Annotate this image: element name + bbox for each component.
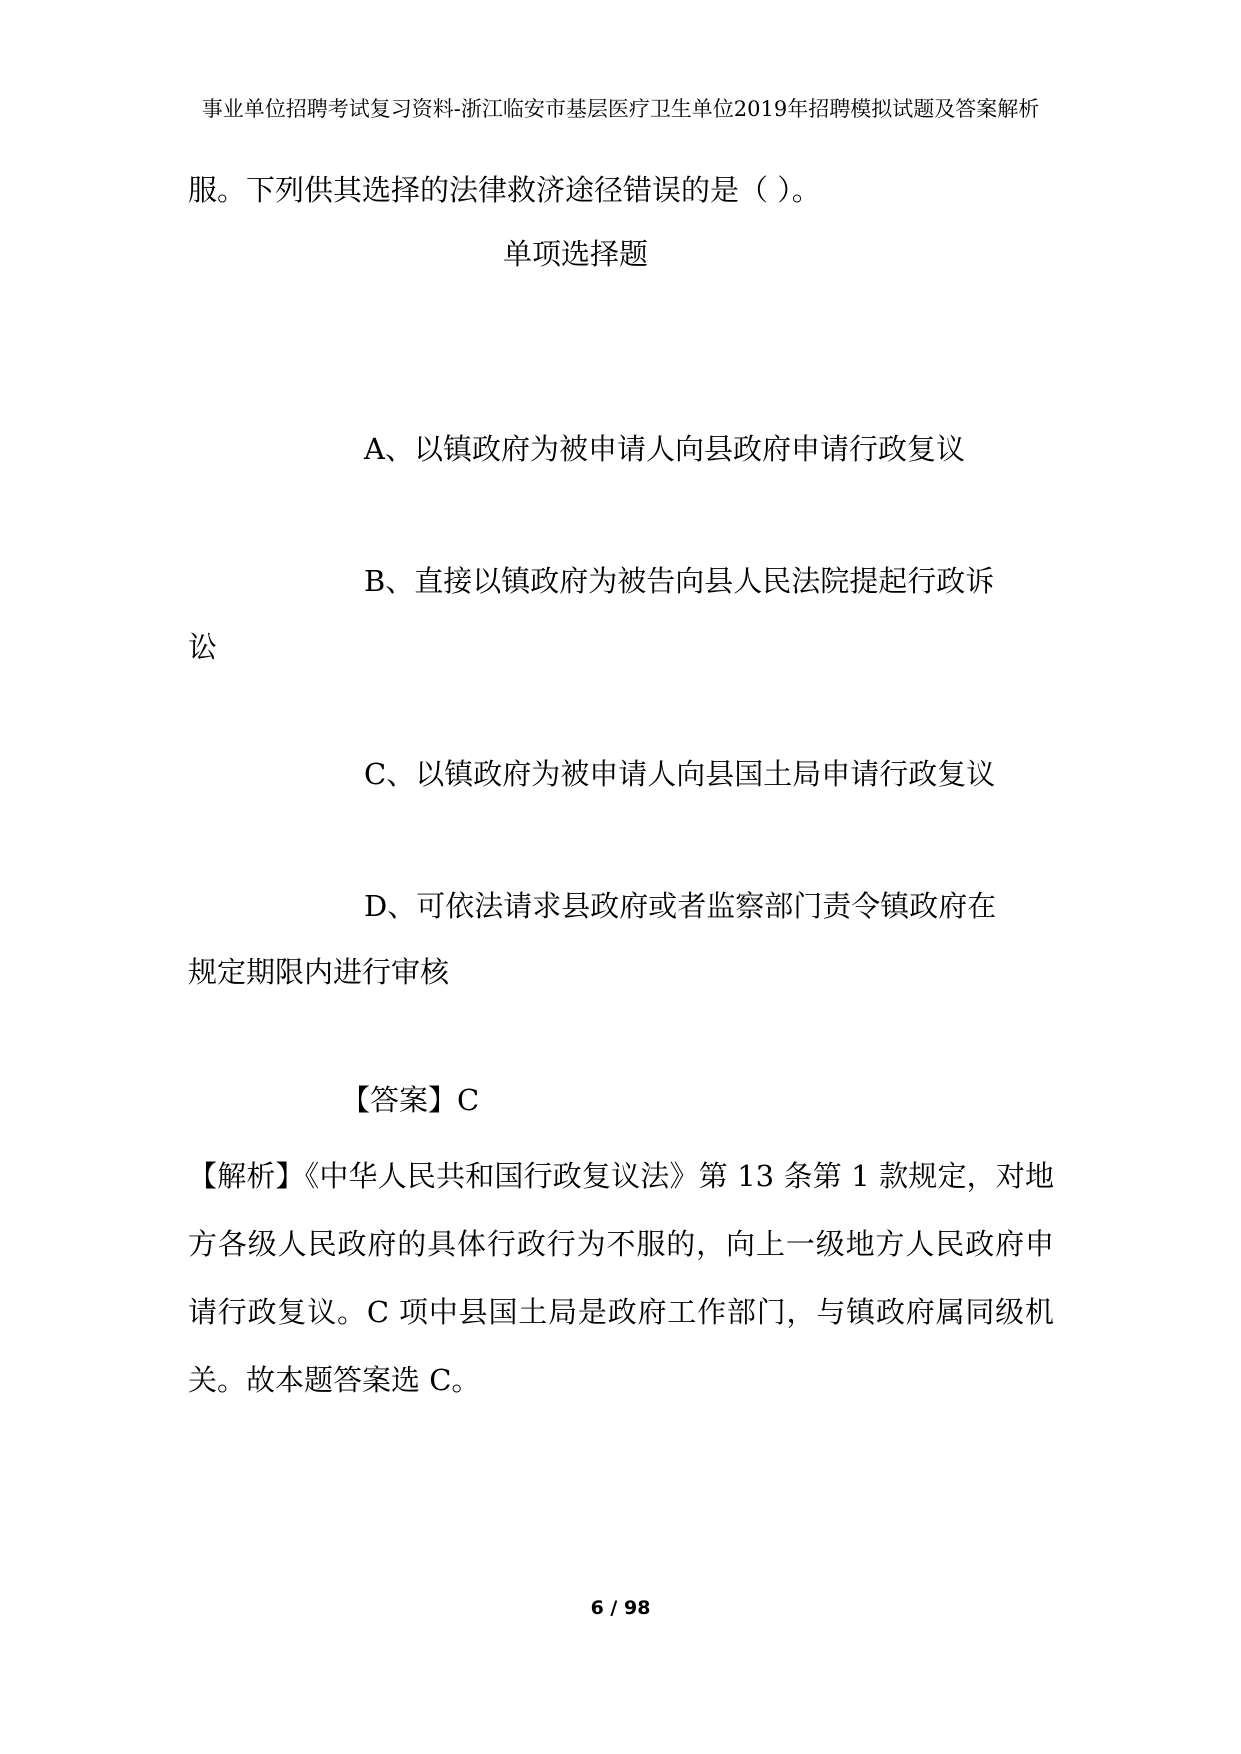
option-c: C、以镇政府为被申请人向县国土局申请行政复议: [364, 757, 996, 791]
option-d: D、可依法请求县政府或者监察部门责令镇政府在: [364, 889, 997, 923]
option-a: A、以镇政府为被申请人向县政府申请行政复议: [364, 432, 965, 466]
option-b-continued: 讼: [188, 630, 218, 664]
document-header: 事业单位招聘考试复习资料-浙江临安市基层医疗卫生单位2019年招聘模拟试题及答案解析: [201, 97, 1040, 121]
option-b: B、直接以镇政府为被告向县人民法院提起行政诉: [364, 564, 995, 598]
page-number: 6 / 98: [590, 1597, 651, 1619]
answer-line: 【答案】C: [341, 1083, 480, 1117]
explanation-paragraph: 【解析】《中华人民共和国行政复议法》第 13 条第 1 款规定，对地方各级人民政府的具体行政行为不服的，向上一级地方人民政府申请行政复议。C 项中县国土局是政府工作部门，与镇政府属同级机关。故本题答案选 C。: [188, 1159, 1054, 1397]
question-stem: 服。下列供其选择的法律救济途径错误的是（ ）。: [188, 173, 821, 207]
option-d-continued: 规定期限内进行审核: [188, 955, 450, 989]
question-type: 单项选择题: [503, 237, 649, 271]
